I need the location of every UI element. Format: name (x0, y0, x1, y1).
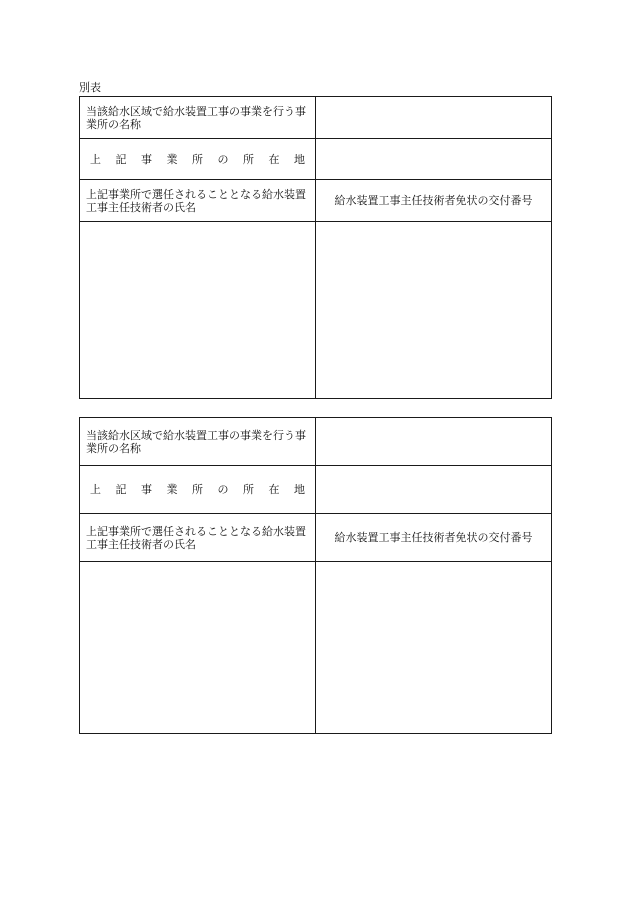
office-address-value[interactable] (316, 139, 552, 180)
address-label-char: 記 (115, 483, 127, 496)
engineer-name-cell[interactable] (80, 562, 316, 734)
office-name-row (80, 97, 552, 139)
office-name-value[interactable] (316, 418, 552, 466)
office-name-value[interactable] (316, 97, 552, 139)
license-number-header: 給水装置工事主任技術者免状の交付番号 (316, 180, 552, 222)
address-label-char: 記 (115, 152, 127, 166)
office-name-label: 当該給水区域で給水装置工事の事業を行う事業所の名称 (80, 418, 316, 466)
address-label-char: の (217, 152, 229, 166)
office-address-label (80, 139, 316, 180)
office-address-row (80, 139, 552, 180)
engineer-header-row (80, 514, 552, 562)
address-label-char: 業 (166, 152, 178, 166)
engineer-entry-row (80, 562, 552, 734)
office-name-row (80, 418, 552, 466)
registration-table-1 (79, 96, 552, 399)
engineer-header-row (80, 180, 552, 222)
address-label-char: 所 (192, 152, 203, 166)
registration-table-2 (79, 417, 552, 734)
address-label-char: 所 (192, 483, 203, 496)
license-number-cell[interactable] (316, 562, 552, 734)
engineer-name-header: 上記事業所で選任されることとなる給水装置工事主任技術者の氏名 (80, 180, 316, 222)
office-address-label (80, 466, 316, 514)
address-label-char: 上 (90, 152, 101, 166)
office-address-value[interactable] (316, 466, 552, 514)
office-name-label: 当該給水区域で給水装置工事の事業を行う事業所の名称 (80, 97, 316, 139)
address-label-char: 事 (141, 483, 152, 496)
office-address-row (80, 466, 552, 514)
engineer-name-cell[interactable] (80, 222, 316, 399)
page-title: 別表 (79, 81, 101, 94)
address-label-char: 所 (243, 483, 254, 496)
address-label-char: の (217, 483, 229, 496)
engineer-entry-row (80, 222, 552, 399)
engineer-name-header: 上記事業所で選任されることとなる給水装置工事主任技術者の氏名 (80, 514, 316, 562)
address-label-char: 地 (294, 483, 305, 496)
address-label-char: 所 (243, 152, 254, 166)
address-label-char: 上 (90, 483, 101, 496)
address-label-char: 事 (141, 152, 152, 166)
license-number-header: 給水装置工事主任技術者免状の交付番号 (316, 514, 552, 562)
address-label-char: 地 (294, 152, 305, 166)
license-number-cell[interactable] (316, 222, 552, 399)
address-label-char: 在 (268, 483, 280, 496)
address-label-char: 業 (166, 483, 178, 496)
address-label-char: 在 (268, 152, 280, 166)
